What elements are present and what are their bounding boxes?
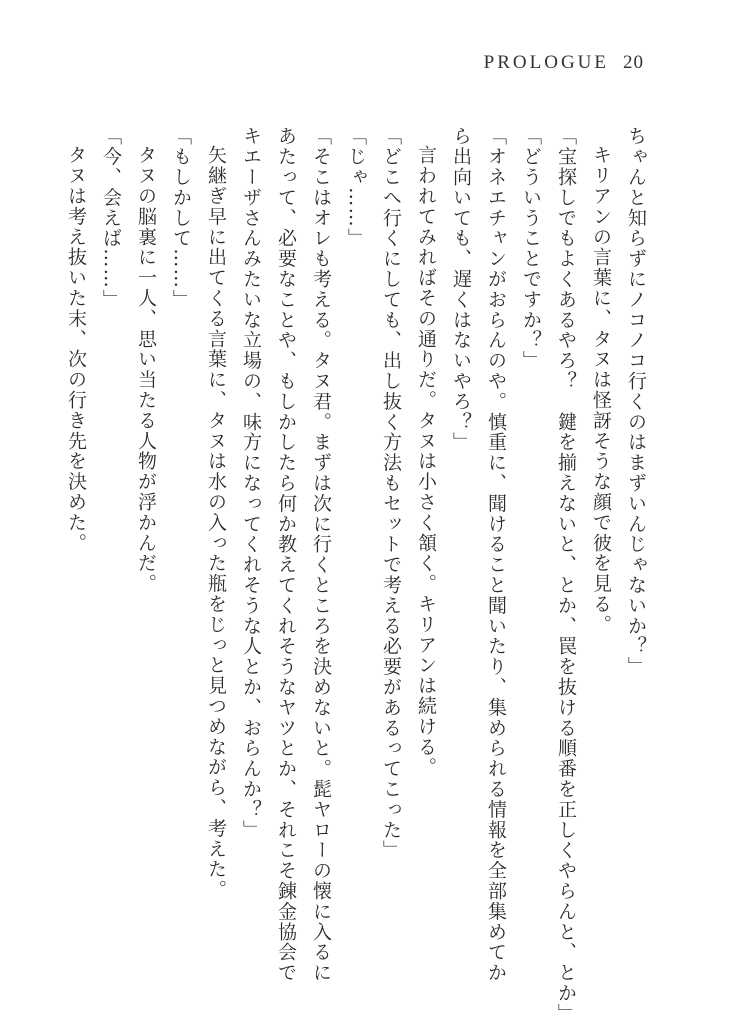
text-line: 「どこへ行くにしても、出し抜く方法もセットで考える必要があるってこった」 [380, 126, 402, 861]
text-line: 「宝探しでもよくあるやろ？ 鍵を揃えないと、とか、罠を抜ける順番を正しくやらんと、とか」 [555, 126, 577, 1024]
text-line: キエーザさんみたいな立場の、味方になってくれそうな人とか、おらんか？」 [240, 126, 262, 840]
text-line: 「オネエチャンがおらんのや。慎重に、聞けること聞いたり、集められる情報を全部集めてか [485, 126, 507, 983]
text-line: 「じゃ……」 [345, 126, 367, 249]
text-line: タヌの脳裏に一人、思い当たる人物が浮かんだ。 [135, 145, 157, 594]
text-line: 矢継ぎ早に出てくる言葉に、タヌは水の入った瓶をじっと見つめながら、考えた。 [205, 145, 227, 900]
text-line: 「そこはオレも考える。タヌ君。まずは次に行くところを決めないと。髭ヤローの懐に入るに [310, 126, 332, 983]
text-line: 「もしかして……」 [170, 126, 192, 310]
text-line: キリアンの言葉に、タヌは怪訝そうな顔で彼を見る。 [590, 145, 612, 635]
section-title: PROLOGUE [483, 52, 609, 73]
text-line: ら出向いても、遅くはないやろ？」 [450, 126, 472, 453]
text-line: 「今、会えば……」 [100, 126, 122, 310]
vertical-body-text [65, 126, 653, 1024]
text-line: タヌは考え抜いた末、次の行き先を決めた。 [65, 145, 87, 553]
running-head [484, 52, 644, 74]
text-line: ちゃんと知らずにノコノコ行くのはまずいんじゃないか？」 [625, 126, 647, 677]
page-number: 20 [623, 52, 644, 73]
text-line: 「どういうことですか？」 [520, 126, 542, 371]
text-line: 言われてみればその通りだ。タヌは小さく頷く。キリアンは続ける。 [415, 145, 437, 778]
text-line: あたって、必要なことや、もしかしたら何か教えてくれそうなヤツとか、それこそ錬金協会で [275, 126, 297, 983]
